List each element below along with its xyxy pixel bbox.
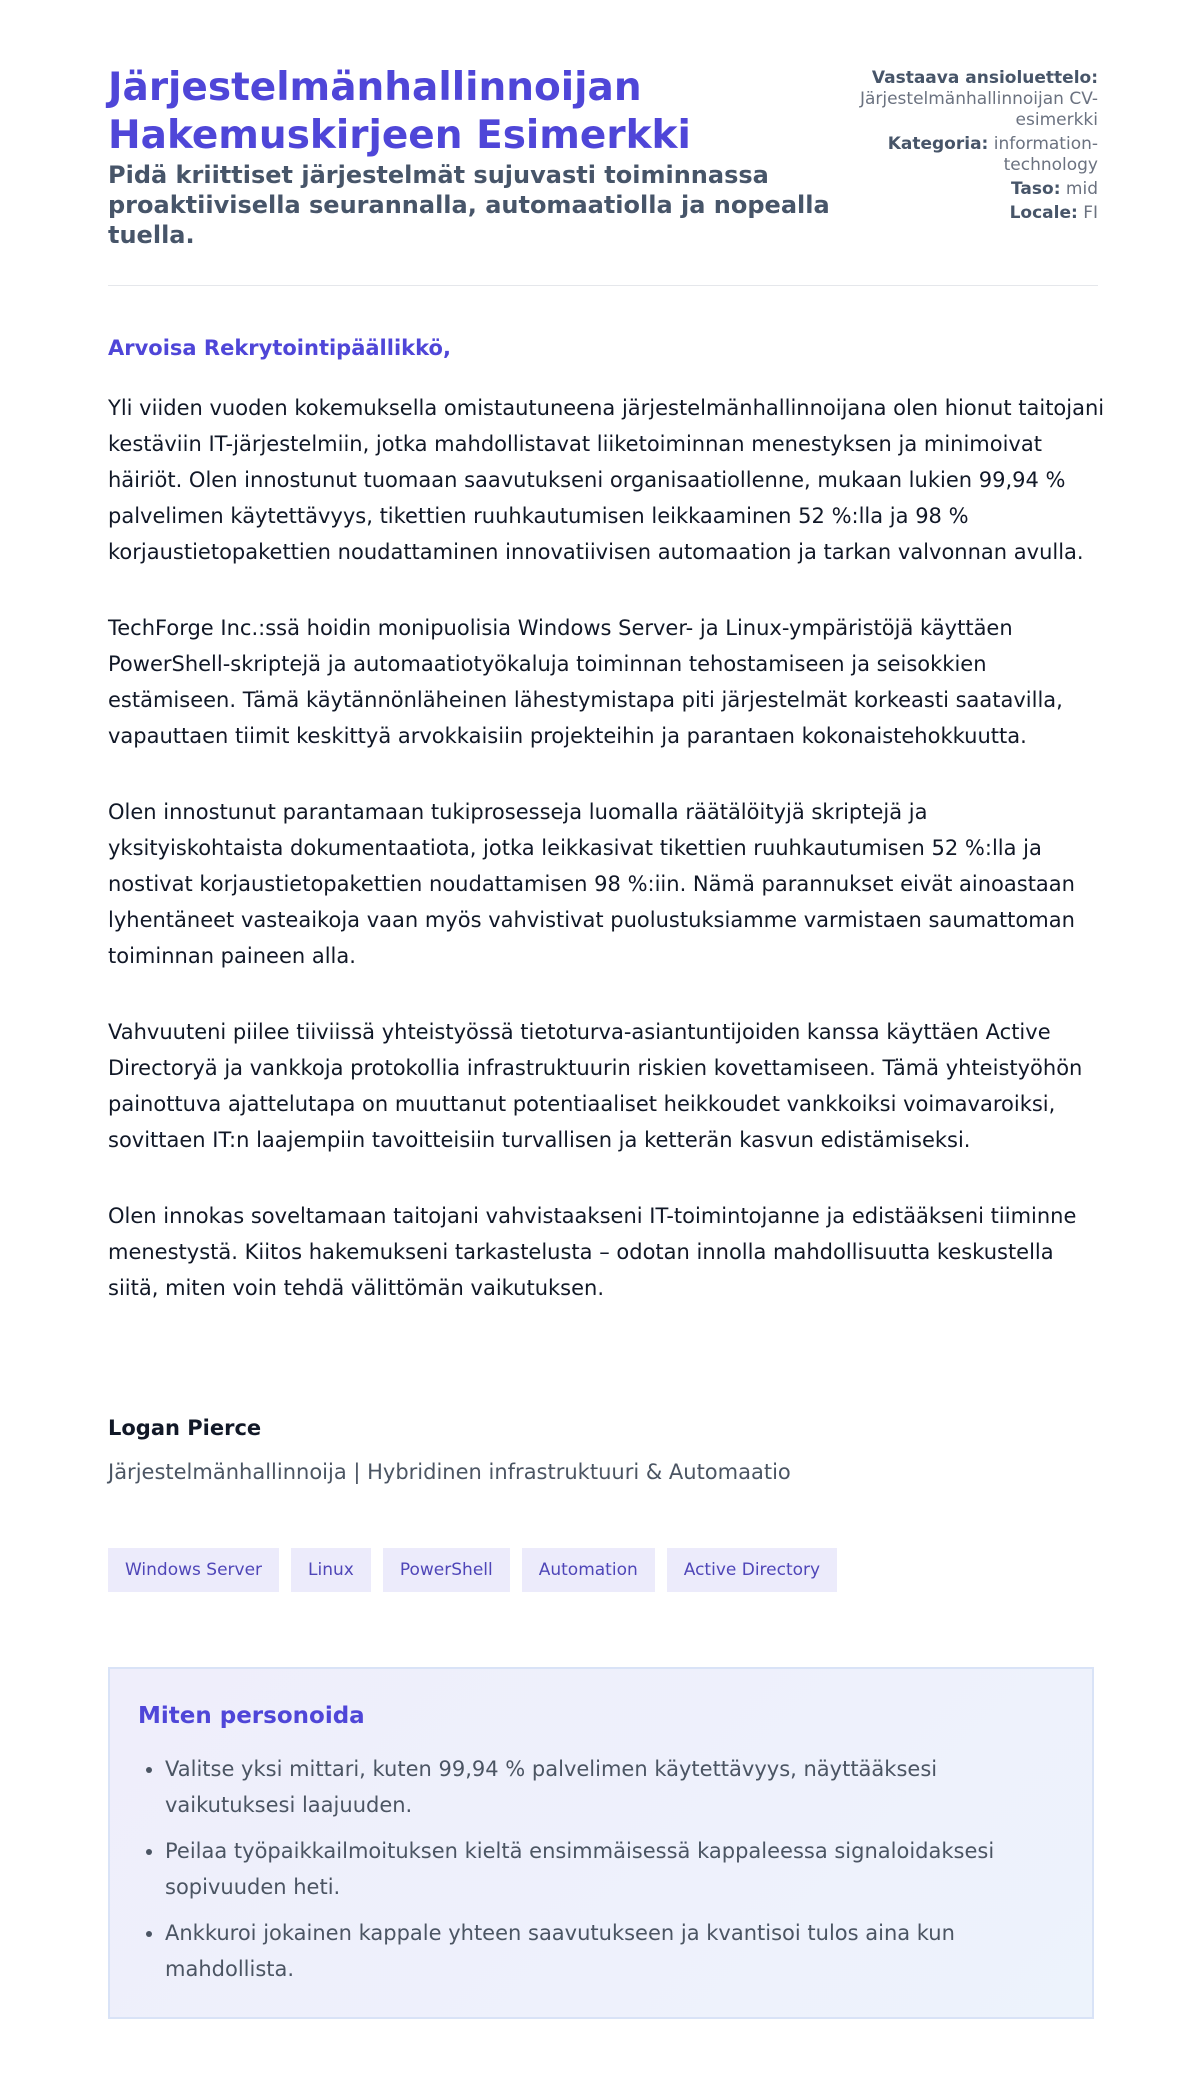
letter-body [108,390,1108,1346]
skill-tag: Active Directory [667,1548,837,1592]
meta-category-value: information-technology [993,134,1098,175]
meta-category [828,134,1098,176]
letter-paragraph: Yli viiden vuoden kokemuksella omistautuneena järjestelmänhallinnoijana olen hionut taitojani kestäviin IT-järjestelmiin, jotka mahdollistavat liiketoiminnan menestyksen ja minimoivat häiriöt. Olen innostunut tuomaan saavutukseni organisaatiollenne, mukaan lukien 99,94 % palvelimen käytettävyys, tikettien ruuhkautumisen leikkaaminen 52 %:lla ja 98 % korjaustietopakettien noudattaminen innovatiivisen automaation ja tarkan valvonnan avulla. [108,396,1105,564]
tips-list-item: • Ankkuroi jokainen kappale yhteen saavutukseen ja kvantisoi tulos aina kun mahdollista. [165,1915,1064,1987]
meta-resume-value: Järjestelmänhallinnoijan CV-esimerkki [859,89,1098,130]
header-divider [108,285,1098,286]
page-title: Järjestelmänhallinnoijan Hakemuskirjeen Esimerkki [108,65,691,158]
tips-title: Miten personoida [138,1703,365,1729]
letter-paragraph: Vahvuuteni piilee tiiviissä yhteistyössä tietoturva-asiantuntijoiden kanssa käyttäen Active Directoryä ja vankkoja protokollia infrastruktuurin riskien kovettamiseen. Tämä yhteistyöhön painottuva ajattelutapa on muuttanut potentiaaliset heikkoudet vankkoiksi voimavaroiksi, sovittaen IT:n laajempiin tavoitteisiin turvallisen ja ketterän kasvun edistämiseksi. [108,1020,1083,1152]
letter-paragraph: TechForge Inc.:ssä hoidin monipuolisia Windows Server- ja Linux-ympäristöjä käyttäen PowerShell-skriptejä ja automaatiotyökaluja toiminnan tehostamiseen ja seisokkien estämiseen. Tämä käytännönläheinen lähestymistapa piti järjestelmät korkeasti saatavilla, vapauttaen tiimit keskittyä arvokkaisiin projekteihin ja parantaen kokonaistehokkuutta. [108,616,1063,748]
meta-resume-label: Vastaava ansioluettelo: [871,68,1098,88]
skill-tag: Windows Server [108,1548,279,1592]
meta-level [828,179,1098,200]
signature-block [108,1414,1098,1486]
meta-resume [828,68,1098,131]
tips-list-item: • Valitse yksi mittari, kuten 99,94 % palvelimen käytettävyys, näyttääksesi vaikutuksesi laajuuden. [165,1751,1064,1823]
signature-name: Logan Pierce [108,1416,262,1440]
personalization-tips-box [108,1667,1094,2019]
meta-category-label: Kategoria: [887,134,989,154]
skill-tags [108,1548,837,1592]
tips-list [138,1751,1064,1987]
meta-locale-label: Locale: [1009,203,1078,223]
meta-level-label: Taso: [1011,179,1061,199]
skill-tag: Automation [522,1548,655,1592]
letter-paragraph: Olen innokas soveltamaan taitojani vahvistaakseni IT-toimintojanne ja edistääkseni tiiminne menestystä. Kiitos hakemukseni tarkastelusta – odotan innolla mahdollisuutta keskustella siitä, miten voin tehdä välittömän vaikutuksen. [108,1204,1077,1300]
tips-list-item: • Peilaa työpaikkailmoituksen kieltä ensimmäisessä kappaleessa signaloidaksesi sopivuuden heti. [165,1833,1064,1905]
skill-tag: PowerShell [383,1548,510,1592]
page-subtitle: Pidä kriittiset järjestelmät sujuvasti toiminnassa proaktiivisella seurannalla, automaatiolla ja nopealla tuella. [108,161,830,249]
skill-tag: Linux [291,1548,371,1592]
meta-level-value: mid [1065,179,1098,199]
meta-panel [828,68,1098,227]
letter-paragraph: Olen innostunut parantamaan tukiprosesseja luomalla räätälöityjä skriptejä ja yksityiskohtaista dokumentaatiota, jotka leikkasivat tikettien ruuhkautumisen 52 %:lla ja nostivat korjaustietopakettien noudattamisen 98 %:iin. Nämä parannukset eivät ainoastaan lyhentäneet vasteaikoja vaan myös vahvistivat puolustuksiamme varmistaen saumattoman toiminnan paineen alla. [108,800,1075,968]
signature-role: Järjestelmänhallinnoija | Hybridinen infrastruktuuri & Automaatio [108,1460,791,1484]
salutation: Arvoisa Rekrytointipäällikkö, [108,336,451,360]
meta-locale-value: FI [1083,203,1098,223]
meta-locale [828,203,1098,224]
